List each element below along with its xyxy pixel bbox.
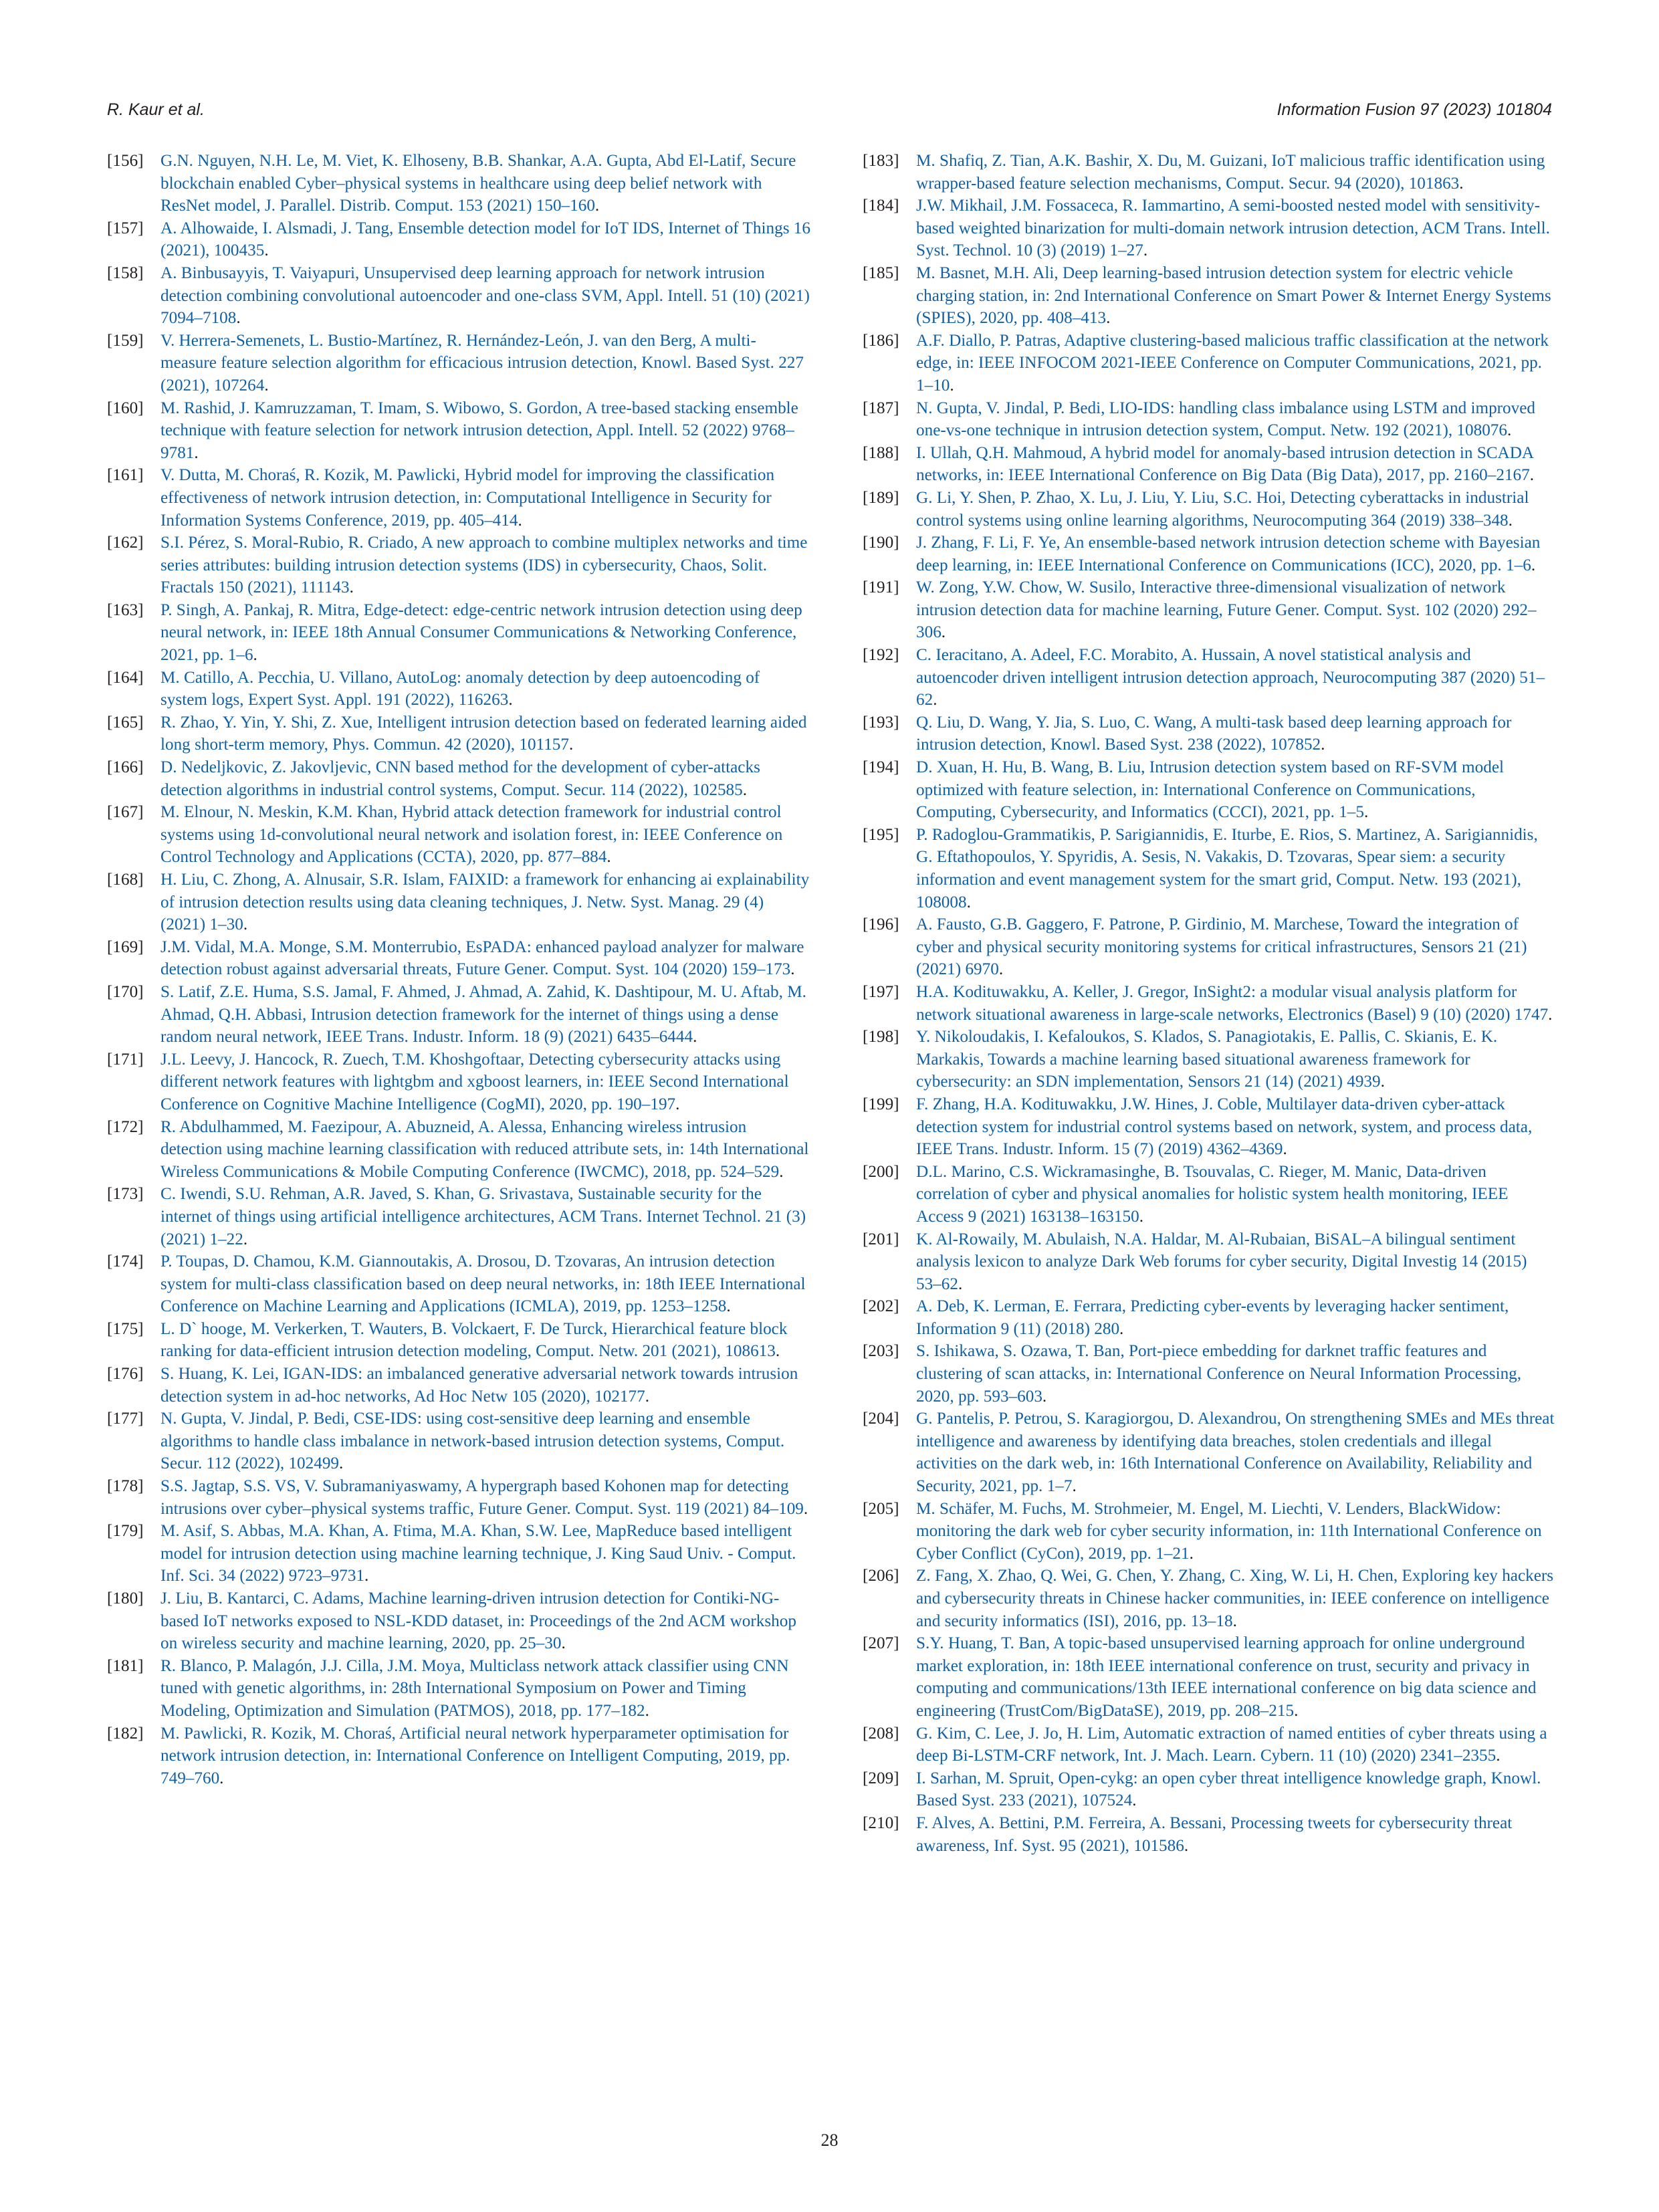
reference-number: [176] (107, 1365, 144, 1384)
reference-link[interactable]: M. Schäfer, M. Fuchs, M. Strohmeier, M. Engel, M. Liechti, V. Lenders, BlackWidow: monitoring the dark web for cyber security information, in: 11th International Conference on Cyber Conflict (CyCon), 2019, pp. 1–21 (916, 1499, 1542, 1563)
reference-link[interactable]: R. Zhao, Y. Yin, Y. Shi, Z. Xue, Intelligent intrusion detection based on federated learning aided long short-term memory, Phys. Commun. 42 (2020), 101157 (160, 713, 807, 754)
reference-number: [196] (863, 915, 899, 934)
reference-number: [203] (863, 1342, 899, 1361)
reference-item (107, 1363, 810, 1408)
reference-text: V. Herrera-Semenets, L. Bustio-Martínez, R. Hernández-León, J. van den Berg, A multi-measure feature selection algorithm for efficacious intrusion detection, Knowl. Based Syst. 227 (2021), 107264. (160, 331, 804, 395)
reference-link[interactable]: M. Elnour, N. Meskin, K.M. Khan, Hybrid attack detection framework for industrial control systems using 1d-convolutional neural network and isolation forest, in: IEEE Conference on Control Technology and Applications (CCTA), 2020, pp. 877–884 (160, 803, 783, 867)
reference-link[interactable]: H. Liu, C. Zhong, A. Alnusair, S.R. Islam, FAIXID: a framework for enhancing ai explainability of intrusion detection results using data cleaning techniques, J. Netw. Syst. Manag. 29 (4) (2021) 1–30 (160, 871, 810, 934)
reference-number: [209] (863, 1769, 899, 1787)
reference-link[interactable]: M. Shafiq, Z. Tian, A.K. Bashir, X. Du, M. Guizani, IoT malicious traffic identification using wrapper-based feature selection mechanisms, Comput. Secur. 94 (2020), 101863 (916, 152, 1545, 193)
reference-link[interactable]: C. Iwendi, S.U. Rehman, A.R. Javed, S. Khan, G. Srivastava, Sustainable security for the internet of things using artificial intelligence architectures, ACM Trans. Internet Technol. 21 (3) (2021) 1–22 (160, 1185, 806, 1248)
reference-item (107, 1723, 810, 1790)
reference-text: M. Asif, S. Abbas, M.A. Khan, A. Ftima, M.A. Khan, S.W. Lee, MapReduce based intelligent model for intrusion detection using machine learning technique, J. King Saud Univ. - Comput. Inf. Sci. 34 (2022) 9723–9731. (160, 1522, 796, 1585)
reference-item (863, 397, 1555, 442)
reference-link[interactable]: I. Ullah, Q.H. Mahmoud, A hybrid model for anomaly-based intrusion detection in SCADA networks, in: IEEE International Conference on Big Data (Big Data), 2017, pp. 2160–2167 (916, 443, 1533, 485)
reference-number: [168] (107, 871, 144, 889)
references-left-column (107, 150, 810, 1789)
reference-text: M. Rashid, J. Kamruzzaman, T. Imam, S. Wibowo, S. Gordon, A tree-based stacking ensemble technique with feature selection for network intrusion detection, Appl. Intell. 52 (2022) 9768–9781. (160, 399, 798, 462)
reference-text: K. Al-Rowaily, M. Abulaish, N.A. Haldar, M. Al-Rubaian, BiSAL–A bilingual sentiment analysis lexicon to analyze Dark Web forums for cyber security, Digital Investig 14 (2015) 53–62. (916, 1230, 1527, 1293)
reference-link[interactable]: J.W. Mikhail, J.M. Fossaceca, R. Iammartino, A semi-boosted nested model with sensitivity-based weighted binarization for multi-domain network intrusion detection, ACM Trans. Intell. Syst. Technol. 10 (3) (2019) 1–27 (916, 197, 1550, 260)
reference-item (863, 756, 1555, 824)
reference-text: M. Catillo, A. Pecchia, U. Villano, AutoLog: anomaly detection by deep autoencoding of system logs, Expert Syst. Appl. 191 (2022), 116263. (160, 668, 760, 709)
reference-item (107, 1048, 810, 1116)
reference-text: S. Latif, Z.E. Huma, S.S. Jamal, F. Ahmed, J. Ahmad, A. Zahid, K. Dashtipour, M. U. Aftab, M. Ahmad, Q.H. Abbasi, Intrusion detection framework for the internet of things using a dense random neural network, IEEE Trans. Industr. Inform. 18 (9) (2021) 6435–6444. (160, 982, 806, 1046)
reference-item (107, 217, 810, 262)
reference-item (107, 1318, 810, 1363)
reference-link[interactable]: A.F. Diallo, P. Patras, Adaptive clustering-based malicious traffic classification at the network edge, in: IEEE INFOCOM 2021-IEEE Conference on Computer Communications, 2021, pp. 1–10 (916, 331, 1549, 395)
reference-text: Z. Fang, X. Zhao, Q. Wei, G. Chen, Y. Zhang, C. Xing, W. Li, H. Chen, Exploring key hackers and cybersecurity threats in Chinese hacker communities, in: IEEE conference on intelligence and security informatics (ISI), 2016, pp. 13–18. (916, 1567, 1554, 1630)
reference-text: Q. Liu, D. Wang, Y. Jia, S. Luo, C. Wang, A multi-task based deep learning approach for intrusion detection, Knowl. Based Syst. 238 (2022), 107852. (916, 713, 1512, 754)
reference-item (107, 1408, 810, 1475)
reference-link[interactable]: M. Rashid, J. Kamruzzaman, T. Imam, S. Wibowo, S. Gordon, A tree-based stacking ensemble technique with feature selection for network intrusion detection, Appl. Intell. 52 (2022) 9768–9781 (160, 399, 798, 462)
reference-number: [172] (107, 1117, 144, 1136)
page-number: 28 (820, 2130, 839, 2150)
references-right-column (863, 150, 1555, 1857)
reference-link[interactable]: V. Herrera-Semenets, L. Bustio-Martínez, R. Hernández-León, J. van den Berg, A multi-measure feature selection algorithm for efficacious intrusion detection, Knowl. Based Syst. 227 (2021), 107264 (160, 331, 804, 395)
reference-number: [166] (107, 758, 144, 777)
reference-number: [187] (863, 399, 899, 417)
reference-item (107, 1475, 810, 1520)
reference-number: [178] (107, 1477, 144, 1496)
reference-number: [200] (863, 1162, 899, 1181)
reference-text: J.W. Mikhail, J.M. Fossaceca, R. Iammartino, A semi-boosted nested model with sensitivity-based weighted binarization for multi-domain network intrusion detection, ACM Trans. Intell. Syst. Technol. 10 (3) (2019) 1–27. (916, 197, 1550, 260)
reference-text: A. Binbusayyis, T. Vaiyapuri, Unsupervised deep learning approach for network intrusion detection combining convolutional autoencoder and one-class SVM, Appl. Intell. 51 (10) (2021) 7094–7108. (160, 263, 810, 328)
reference-number: [164] (107, 668, 144, 687)
reference-text: N. Gupta, V. Jindal, P. Bedi, LIO-IDS: handling class imbalance using LSTM and improved one-vs-one technique in intrusion detection system, Comput. Netw. 192 (2021), 108076. (916, 399, 1536, 440)
reference-link[interactable]: R. Blanco, P. Malagón, J.J. Cilla, J.M. Moya, Multiclass network attack classifier using CNN tuned with genetic algorithms, in: 28th International Symposium on Power and Timing Modeling, Optimization and Simulation (PATMOS), 2018, pp. 177–182 (160, 1656, 789, 1720)
reference-item (863, 644, 1555, 711)
reference-item (863, 1812, 1555, 1857)
reference-number: [163] (107, 600, 144, 619)
reference-item (107, 1183, 810, 1250)
reference-link[interactable]: S. Latif, Z.E. Huma, S.S. Jamal, F. Ahmed, J. Ahmad, A. Zahid, K. Dashtipour, M. U. Aftab, M. Ahmad, Q.H. Abbasi, Intrusion detection framework for the internet of things using a dense random neural network, IEEE Trans. Industr. Inform. 18 (9) (2021) 6435–6444 (160, 982, 806, 1046)
reference-item (863, 1340, 1555, 1408)
reference-text: M. Pawlicki, R. Kozik, M. Choraś, Artificial neural network hyperparameter optimisation for network intrusion detection, in: International Conference on Intelligent Computing, 2019, pp. 749–760. (160, 1724, 790, 1787)
reference-link[interactable]: F. Zhang, H.A. Kodituwakku, J.W. Hines, J. Coble, Multilayer data-driven cyber-attack detection system for industrial control systems based on network, system, and process data, IEEE Trans. Industr. Inform. 15 (7) (2019) 4362–4369 (916, 1095, 1533, 1159)
reference-number: [206] (863, 1567, 899, 1585)
reference-number: [183] (863, 152, 899, 170)
reference-text: G. Pantelis, P. Petrou, S. Karagiorgou, D. Alexandrou, On strengthening SMEs and MEs threat intelligence and awareness by identifying data breaches, stolen credentials and illegal activities on the dark web, in: 16th International Conference on Availability, Reliability and Security, 2021, pp. 1–7. (916, 1410, 1555, 1496)
reference-number: [165] (107, 713, 144, 732)
reference-item (863, 1632, 1555, 1722)
reference-text: M. Basnet, M.H. Ali, Deep learning-based intrusion detection system for electric vehicle charging station, in: 2nd International Conference on Smart Power & Internet Energy Systems (SPIES), 2020, pp. 408–413. (916, 263, 1551, 328)
reference-number: [188] (863, 443, 899, 462)
reference-item (863, 1295, 1555, 1340)
reference-link[interactable]: W. Zong, Y.W. Chow, W. Susilo, Interactive three-dimensional visualization of network intrusion detection data for machine learning, Future Gener. Comput. Syst. 102 (2020) 292–306 (916, 578, 1537, 642)
reference-number: [182] (107, 1724, 144, 1743)
reference-link[interactable]: Z. Fang, X. Zhao, Q. Wei, G. Chen, Y. Zhang, C. Xing, W. Li, H. Chen, Exploring key hackers and cybersecurity threats in Chinese hacker communities, in: IEEE conference on intelligence and security informatics (ISI), 2016, pp. 13–18 (916, 1567, 1554, 1630)
reference-text: M. Elnour, N. Meskin, K.M. Khan, Hybrid attack detection framework for industrial control systems using 1d-convolutional neural network and isolation forest, in: IEEE Conference on Control Technology and Applications (CCTA), 2020, pp. 877–884. (160, 803, 783, 867)
reference-number: [175] (107, 1319, 144, 1338)
reference-item (107, 532, 810, 599)
reference-number: [157] (107, 219, 144, 237)
reference-item (107, 936, 810, 981)
reference-number: [169] (107, 937, 144, 956)
reference-text: I. Ullah, Q.H. Mahmoud, A hybrid model for anomaly-based intrusion detection in SCADA networks, in: IEEE International Conference on Big Data (Big Data), 2017, pp. 2160–2167. (916, 443, 1535, 485)
reference-text: P. Toupas, D. Chamou, K.M. Giannoutakis, A. Drosou, D. Tzovaras, An intrusion detection system for multi-class classification based on deep neural networks, in: 18th IEEE International Conference on Machine Learning and Applications (ICMLA), 2019, pp. 1253–1258. (160, 1252, 806, 1316)
reference-number: [184] (863, 197, 899, 215)
reference-item (107, 756, 810, 801)
reference-link[interactable]: S.S. Jagtap, S.S. VS, V. Subramaniyaswamy, A hypergraph based Kohonen map for detecting intrusions over cyber–physical systems traffic, Future Gener. Comput. Syst. 119 (2021) 84–109 (160, 1477, 804, 1518)
reference-item (863, 262, 1555, 330)
reference-text: F. Zhang, H.A. Kodituwakku, J.W. Hines, J. Coble, Multilayer data-driven cyber-attack detection system for industrial control systems based on network, system, and process data, IEEE Trans. Industr. Inform. 15 (7) (2019) 4362–4369. (916, 1095, 1533, 1159)
reference-link[interactable]: A. Fausto, G.B. Gaggero, F. Patrone, P. Girdinio, M. Marchese, Toward the integration of cyber and physical security monitoring systems for critical infrastructures, Sensors 21 (21) (2021) 6970 (916, 915, 1527, 979)
reference-link[interactable]: D. Xuan, H. Hu, B. Wang, B. Liu, Intrusion detection system based on RF-SVM model optimized with feature selection, in: International Conference on Communications, Computing, Cybersecurity, and Informatics (CCCI), 2021, pp. 1–5 (916, 758, 1505, 822)
reference-number: [185] (863, 263, 899, 282)
reference-text: I. Sarhan, M. Spruit, Open-cykg: an open cyber threat intelligence knowledge graph, Knowl. Based Syst. 233 (2021), 107524. (916, 1769, 1541, 1810)
reference-text: R. Zhao, Y. Yin, Y. Shi, Z. Xue, Intelligent intrusion detection based on federated learning aided long short-term memory, Phys. Commun. 42 (2020), 101157. (160, 713, 807, 754)
reference-text: S.I. Pérez, S. Moral-Rubio, R. Criado, A new approach to combine multiplex networks and time series attributes: building intrusion detection systems (IDS) in cybersecurity, Chaos, Solit. Fractals 150 (2021), 111143. (160, 534, 808, 597)
reference-number: [204] (863, 1410, 899, 1428)
reference-text: A. Alhowaide, I. Alsmadi, J. Tang, Ensemble detection model for IoT IDS, Internet of Things 16 (2021), 100435. (160, 219, 810, 260)
header-journal: Information Fusion 97 (2023) 101804 (1277, 100, 1552, 119)
reference-number: [186] (863, 331, 899, 350)
reference-number: [197] (863, 982, 899, 1001)
reference-text: J. Liu, B. Kantarci, C. Adams, Machine learning-driven intrusion detection for Contiki-NG-based IoT networks exposed to NSL-KDD dataset, in: Proceedings of the 2nd ACM workshop on wireless security and machine learning, 2020, pp. 25–30. (160, 1589, 796, 1653)
reference-item (107, 667, 810, 711)
reference-link[interactable]: N. Gupta, V. Jindal, P. Bedi, CSE-IDS: using cost-sensitive deep learning and ensemble algorithms to handle class imbalance in network-based intrusion detection systems, Comput. Secur. 112 (2022), 102499 (160, 1410, 785, 1473)
reference-text: A.F. Diallo, P. Patras, Adaptive clustering-based malicious traffic classification at the network edge, in: IEEE INFOCOM 2021-IEEE Conference on Computer Communications, 2021, pp. 1–10. (916, 331, 1549, 395)
reference-text: S. Huang, K. Lei, IGAN-IDS: an imbalanced generative adversarial network towards intrusion detection system in ad-hoc networks, Ad Hoc Netw 105 (2020), 102177. (160, 1365, 798, 1406)
reference-number: [156] (107, 152, 144, 170)
reference-link[interactable]: G. Li, Y. Shen, P. Zhao, X. Lu, J. Liu, Y. Liu, S.C. Hoi, Detecting cyberattacks in industrial control systems using online learning algorithms, Neurocomputing 364 (2019) 338–348 (916, 488, 1529, 530)
reference-link[interactable]: S.I. Pérez, S. Moral-Rubio, R. Criado, A new approach to combine multiplex networks and time series attributes: building intrusion detection systems (IDS) in cybersecurity, Chaos, Solit. Fractals 150 (2021), 111143 (160, 534, 808, 597)
reference-item (863, 532, 1555, 576)
reference-link[interactable]: G. Pantelis, P. Petrou, S. Karagiorgou, D. Alexandrou, On strengthening SMEs and MEs threat intelligence and awareness by identifying data breaches, stolen credentials and illegal activities on the dark web, in: 16th International Conference on Availability, Reliability and Security, 2021, pp. 1–7 (916, 1410, 1555, 1496)
reference-text: C. Ieracitano, A. Adeel, F.C. Morabito, A. Hussain, A novel statistical analysis and autoencoder driven intelligent intrusion detection approach, Neurocomputing 387 (2020) 51–62. (916, 646, 1545, 709)
reference-link[interactable]: V. Dutta, M. Choraś, R. Kozik, M. Pawlicki, Hybrid model for improving the classification effectiveness of network intrusion detection, in: Computational Intelligence in Security for Information Systems Conference, 2019, pp. 405–414 (160, 466, 775, 530)
reference-item (107, 1116, 810, 1184)
reference-text: G. Li, Y. Shen, P. Zhao, X. Lu, J. Liu, Y. Liu, S.C. Hoi, Detecting cyberattacks in industrial control systems using online learning algorithms, Neurocomputing 364 (2019) 338–348. (916, 488, 1529, 530)
reference-link[interactable]: J. Liu, B. Kantarci, C. Adams, Machine learning-driven intrusion detection for Contiki-NG-based IoT networks exposed to NSL-KDD dataset, in: Proceedings of the 2nd ACM workshop on wireless security and machine learning, 2020, pp. 25–30 (160, 1589, 796, 1653)
reference-item (107, 464, 810, 532)
reference-link[interactable]: S. Ishikawa, S. Ozawa, T. Ban, Port-piece embedding for darknet traffic features and clustering of scan attacks, in: International Conference on Neural Information Processing, 2020, pp. 593–603 (916, 1342, 1522, 1406)
reference-item (863, 1408, 1555, 1497)
reference-number: [191] (863, 578, 899, 597)
reference-number: [210] (863, 1813, 899, 1832)
reference-item (863, 1767, 1555, 1812)
reference-item (863, 330, 1555, 397)
reference-link[interactable]: D. Nedeljkovic, Z. Jakovljevic, CNN based method for the development of cyber-attacks detection algorithms in industrial control systems, Comput. Secur. 114 (2022), 102585 (160, 758, 760, 799)
reference-link[interactable]: Q. Liu, D. Wang, Y. Jia, S. Luo, C. Wang, A multi-task based deep learning approach for intrusion detection, Knowl. Based Syst. 238 (2022), 107852 (916, 713, 1512, 754)
reference-number: [171] (107, 1050, 144, 1069)
reference-number: [161] (107, 466, 144, 485)
reference-number: [160] (107, 399, 144, 417)
reference-link[interactable]: R. Abdulhammed, M. Faezipour, A. Abuzneid, A. Alessa, Enhancing wireless intrusion detection using machine learning classification with reduced attribute sets, in: 14th International Wireless Communications & Mobile Computing Conference (IWCMC), 2018, pp. 524–529 (160, 1117, 809, 1181)
running-header (107, 100, 1552, 127)
reference-item (107, 1250, 810, 1318)
reference-text: J.L. Leevy, J. Hancock, R. Zuech, T.M. Khoshgoftaar, Detecting cybersecurity attacks using different network features with lightgbm and xgboost learners, in: IEEE Second International Conference on Cognitive Machine Intelligence (CogMI), 2020, pp. 190–197. (160, 1050, 789, 1113)
reference-number: [170] (107, 982, 144, 1001)
reference-text: M. Shafiq, Z. Tian, A.K. Bashir, X. Du, M. Guizani, IoT malicious traffic identification using wrapper-based feature selection mechanisms, Comput. Secur. 94 (2020), 101863. (916, 152, 1545, 193)
reference-item (863, 1093, 1555, 1161)
reference-number: [201] (863, 1230, 899, 1248)
reference-number: [194] (863, 758, 899, 777)
reference-link[interactable]: M. Basnet, M.H. Ali, Deep learning-based intrusion detection system for electric vehicle charging station, in: 2nd International Conference on Smart Power & Internet Energy Systems (SPIES), 2020, pp. 408–413 (916, 263, 1551, 328)
reference-text: J.M. Vidal, M.A. Monge, S.M. Monterrubio, EsPADA: enhanced payload analyzer for malware detection robust against adversarial threats, Future Gener. Comput. Syst. 104 (2020) 159–173. (160, 937, 804, 979)
reference-number: [167] (107, 803, 144, 822)
reference-item (863, 824, 1555, 913)
reference-number: [177] (107, 1410, 144, 1428)
reference-text: J. Zhang, F. Li, F. Ye, An ensemble-based network intrusion detection scheme with Bayesian deep learning, in: IEEE International Conference on Communications (ICC), 2020, pp. 1–6. (916, 534, 1541, 574)
reference-number: [180] (107, 1589, 144, 1608)
reference-number: [195] (863, 825, 899, 844)
header-authors: R. Kaur et al. (107, 100, 205, 119)
reference-number: [198] (863, 1028, 899, 1046)
reference-item (863, 1026, 1555, 1093)
reference-item (863, 195, 1555, 262)
reference-link[interactable]: M. Catillo, A. Pecchia, U. Villano, AutoLog: anomaly detection by deep autoencoding of system logs, Expert Syst. Appl. 191 (2022), 116263 (160, 668, 760, 709)
reference-link[interactable]: J.L. Leevy, J. Hancock, R. Zuech, T.M. Khoshgoftaar, Detecting cybersecurity attacks using different network features with lightgbm and xgboost learners, in: IEEE Second International Conference on Cognitive Machine Intelligence (CogMI), 2020, pp. 190–197 (160, 1050, 789, 1113)
reference-link[interactable]: G.N. Nguyen, N.H. Le, M. Viet, K. Elhoseny, B.B. Shankar, A.A. Gupta, Abd El-Latif, Secure blockchain enabled Cyber–physical systems in healthcare using deep belief network with ResNet model, J. Parallel. Distrib. Comput. 153 (2021) 150–160 (160, 152, 796, 215)
reference-number: [174] (107, 1252, 144, 1271)
reference-item (863, 981, 1555, 1026)
reference-link[interactable]: A. Alhowaide, I. Alsmadi, J. Tang, Ensemble detection model for IoT IDS, Internet of Things 16 (2021), 100435 (160, 219, 810, 260)
reference-text: C. Iwendi, S.U. Rehman, A.R. Javed, S. Khan, G. Srivastava, Sustainable security for the internet of things using artificial intelligence architectures, ACM Trans. Internet Technol. 21 (3) (2021) 1–22. (160, 1185, 806, 1248)
reference-number: [207] (863, 1634, 899, 1653)
reference-item (863, 576, 1555, 644)
reference-number: [202] (863, 1297, 899, 1316)
reference-number: [173] (107, 1185, 144, 1204)
reference-link[interactable]: G. Kim, C. Lee, J. Jo, H. Lim, Automatic extraction of named entities of cyber threats using a deep Bi-LSTM-CRF network, Int. J. Mach. Learn. Cybern. 11 (10) (2020) 2341–2355 (916, 1724, 1547, 1765)
reference-link[interactable]: J.M. Vidal, M.A. Monge, S.M. Monterrubio, EsPADA: enhanced payload analyzer for malware detection robust against adversarial threats, Future Gener. Comput. Syst. 104 (2020) 159–173 (160, 937, 804, 979)
reference-link[interactable]: P. Toupas, D. Chamou, K.M. Giannoutakis, A. Drosou, D. Tzovaras, An intrusion detection system for multi-class classification based on deep neural networks, in: 18th IEEE International Conference on Machine Learning and Applications (ICMLA), 2019, pp. 1253–1258 (160, 1252, 806, 1316)
reference-link[interactable]: Y. Nikoloudakis, I. Kefaloukos, S. Klados, S. Panagiotakis, E. Pallis, C. Skianis, E. K. Markakis, Towards a machine learning based situational awareness framework for cybersecurity: an SDN implementation, Sensors 21 (14) (2021) 4939 (916, 1028, 1498, 1091)
reference-item (107, 981, 810, 1048)
reference-text: Y. Nikoloudakis, I. Kefaloukos, S. Klados, S. Panagiotakis, E. Pallis, C. Skianis, E. K. Markakis, Towards a machine learning based situational awareness framework for cybersecurity: an SDN implementation, Sensors 21 (14) (2021) 4939. (916, 1028, 1498, 1091)
reference-text: L. D` hooge, M. Verkerken, T. Wauters, B. Volckaert, F. De Turck, Hierarchical feature block ranking for data-efficient intrusion detection modeling, Comput. Netw. 201 (2021), 108613. (160, 1319, 788, 1361)
reference-item (107, 397, 810, 465)
reference-link[interactable]: L. D` hooge, M. Verkerken, T. Wauters, B. Volckaert, F. De Turck, Hierarchical feature block ranking for data-efficient intrusion detection modeling, Comput. Netw. 201 (2021), 108613 (160, 1319, 788, 1361)
reference-link[interactable]: J. Zhang, F. Li, F. Ye, An ensemble-based network intrusion detection scheme with Bayesian deep learning, in: IEEE International Conference on Communications (ICC), 2020, pp. 1–6 (916, 534, 1541, 574)
reference-link[interactable]: H.A. Kodituwakku, A. Keller, J. Gregor, InSight2: a modular visual analysis platform for network situational awareness in large-scale networks, Electronics (Basel) 9 (10) (2020) 1747 (916, 982, 1549, 1024)
reference-number: [158] (107, 263, 144, 282)
reference-number: [199] (863, 1095, 899, 1113)
reference-text: F. Alves, A. Bettini, P.M. Ferreira, A. Bessani, Processing tweets for cybersecurity threat awareness, Inf. Syst. 95 (2021), 101586. (916, 1813, 1513, 1855)
reference-text: P. Radoglou-Grammatikis, P. Sarigiannidis, E. Iturbe, E. Rios, S. Martinez, A. Sarigiannidis, G. Eftathopoulos, Y. Spyridis, A. Sesis, N. Vakakis, D. Tzovaras, Spear siem: a security information and event management system for the smart grid, Comput. Netw. 193 (2021), 108008. (916, 825, 1538, 911)
reference-link[interactable]: C. Ieracitano, A. Adeel, F.C. Morabito, A. Hussain, A novel statistical analysis and autoencoder driven intelligent intrusion detection approach, Neurocomputing 387 (2020) 51–62 (916, 646, 1545, 709)
reference-item (863, 913, 1555, 981)
reference-text: V. Dutta, M. Choraś, R. Kozik, M. Pawlicki, Hybrid model for improving the classification effectiveness of network intrusion detection, in: Computational Intelligence in Security for Information Systems Conference, 2019, pp. 405–414. (160, 466, 775, 530)
reference-item (863, 1498, 1555, 1565)
reference-text: P. Singh, A. Pankaj, R. Mitra, Edge-detect: edge-centric network intrusion detection using deep neural network, in: IEEE 18th Annual Consumer Communications & Networking Conference, 2021, pp. 1–6. (160, 600, 802, 665)
reference-item (863, 442, 1555, 487)
reference-text: H. Liu, C. Zhong, A. Alnusair, S.R. Islam, FAIXID: a framework for enhancing ai explainability of intrusion detection results using data cleaning techniques, J. Netw. Syst. Manag. 29 (4) (2021) 1–30. (160, 871, 810, 934)
reference-text: G.N. Nguyen, N.H. Le, M. Viet, K. Elhoseny, B.B. Shankar, A.A. Gupta, Abd El-Latif, Secure blockchain enabled Cyber–physical systems in healthcare using deep belief network with ResNet model, J. Parallel. Distrib. Comput. 153 (2021) 150–160. (160, 152, 796, 215)
reference-link[interactable]: N. Gupta, V. Jindal, P. Bedi, LIO-IDS: handling class imbalance using LSTM and improved one-vs-one technique in intrusion detection system, Comput. Netw. 192 (2021), 108076 (916, 399, 1536, 440)
reference-link[interactable]: K. Al-Rowaily, M. Abulaish, N.A. Haldar, M. Al-Rubaian, BiSAL–A bilingual sentiment analysis lexicon to analyze Dark Web forums for cyber security, Digital Investig 14 (2015) 53–62 (916, 1230, 1527, 1293)
reference-number: [179] (107, 1522, 144, 1541)
reference-item (107, 150, 810, 217)
reference-number: [205] (863, 1499, 899, 1518)
reference-item (863, 1161, 1555, 1228)
reference-text: D. Xuan, H. Hu, B. Wang, B. Liu, Intrusion detection system based on RF-SVM model optimized with feature selection, in: International Conference on Communications, Computing, Cybersecurity, and Informatics (CCCI), 2021, pp. 1–5. (916, 758, 1505, 822)
reference-number: [190] (863, 534, 899, 552)
reference-item (863, 1565, 1555, 1632)
reference-text: R. Blanco, P. Malagón, J.J. Cilla, J.M. Moya, Multiclass network attack classifier using CNN tuned with genetic algorithms, in: 28th International Symposium on Power and Timing Modeling, Optimization and Simulation (PATMOS), 2018, pp. 177–182. (160, 1656, 789, 1720)
reference-link[interactable]: I. Sarhan, M. Spruit, Open-cykg: an open cyber threat intelligence knowledge graph, Knowl. Based Syst. 233 (2021), 107524 (916, 1769, 1541, 1810)
reference-text: H.A. Kodituwakku, A. Keller, J. Gregor, InSight2: a modular visual analysis platform for network situational awareness in large-scale networks, Electronics (Basel) 9 (10) (2020) 1747. (916, 982, 1553, 1024)
reference-number: [181] (107, 1656, 144, 1675)
reference-number: [193] (863, 713, 899, 732)
reference-item (863, 1723, 1555, 1767)
reference-number: [189] (863, 488, 899, 507)
reference-text: S.Y. Huang, T. Ban, A topic-based unsupervised learning approach for online underground market exploration, in: 18th IEEE international conference on trust, security and privacy in computing and communications/13th IEEE international conference on big data science and engineering (TrustCom/BigDataSE), 2019, pp. 208–215. (916, 1634, 1537, 1720)
reference-text: D.L. Marino, C.S. Wickramasinghe, B. Tsouvalas, C. Rieger, M. Manic, Data-driven correlation of cyber and physical anomalies for holistic system health monitoring, IEEE Access 9 (2021) 163138–163150. (916, 1162, 1509, 1226)
reference-link[interactable]: D.L. Marino, C.S. Wickramasinghe, B. Tsouvalas, C. Rieger, M. Manic, Data-driven correlation of cyber and physical anomalies for holistic system health monitoring, IEEE Access 9 (2021) 163138–163150 (916, 1162, 1509, 1226)
reference-link[interactable]: P. Singh, A. Pankaj, R. Mitra, Edge-detect: edge-centric network intrusion detection using deep neural network, in: IEEE 18th Annual Consumer Communications & Networking Conference, 2021, pp. 1–6 (160, 600, 802, 665)
reference-text: R. Abdulhammed, M. Faezipour, A. Abuzneid, A. Alessa, Enhancing wireless intrusion detection using machine learning classification with reduced attribute sets, in: 14th International Wireless Communications & Mobile Computing Conference (IWCMC), 2018, pp. 524–529. (160, 1117, 809, 1181)
reference-item (863, 711, 1555, 756)
reference-item (863, 1228, 1555, 1296)
reference-item (107, 801, 810, 869)
reference-item (107, 1587, 810, 1655)
reference-item (863, 150, 1555, 195)
reference-link[interactable]: S.Y. Huang, T. Ban, A topic-based unsupervised learning approach for online underground market exploration, in: 18th IEEE international conference on trust, security and privacy in computing and communications/13th IEEE international conference on big data science and engineering (TrustCom/BigDataSE), 2019, pp. 208–215 (916, 1634, 1537, 1720)
reference-link[interactable]: A. Binbusayyis, T. Vaiyapuri, Unsupervised deep learning approach for network intrusion detection combining convolutional autoencoder and one-class SVM, Appl. Intell. 51 (10) (2021) 7094–7108 (160, 263, 810, 328)
reference-item (863, 487, 1555, 532)
reference-text: S. Ishikawa, S. Ozawa, T. Ban, Port-piece embedding for darknet traffic features and clustering of scan attacks, in: International Conference on Neural Information Processing, 2020, pp. 593–603. (916, 1342, 1522, 1406)
reference-text: S.S. Jagtap, S.S. VS, V. Subramaniyaswamy, A hypergraph based Kohonen map for detecting intrusions over cyber–physical systems traffic, Future Gener. Comput. Syst. 119 (2021) 84–109. (160, 1477, 808, 1518)
reference-link[interactable]: M. Asif, S. Abbas, M.A. Khan, A. Ftima, M.A. Khan, S.W. Lee, MapReduce based intelligent model for intrusion detection using machine learning technique, J. King Saud Univ. - Comput. Inf. Sci. 34 (2022) 9723–9731 (160, 1522, 796, 1585)
reference-item (107, 1655, 810, 1723)
reference-item (107, 330, 810, 397)
reference-number: [192] (863, 646, 899, 665)
reference-item (107, 869, 810, 936)
reference-number: [159] (107, 331, 144, 350)
reference-link[interactable]: S. Huang, K. Lei, IGAN-IDS: an imbalanced generative adversarial network towards intrusion detection system in ad-hoc networks, Ad Hoc Netw 105 (2020), 102177 (160, 1365, 798, 1406)
reference-number: [162] (107, 534, 144, 552)
reference-item (107, 262, 810, 330)
reference-link[interactable]: M. Pawlicki, R. Kozik, M. Choraś, Artificial neural network hyperparameter optimisation for network intrusion detection, in: International Conference on Intelligent Computing, 2019, pp. 749–760 (160, 1724, 790, 1787)
reference-link[interactable]: A. Deb, K. Lerman, E. Ferrara, Predicting cyber-events by leveraging hacker sentiment, Information 9 (11) (2018) 280 (916, 1297, 1509, 1338)
reference-text: D. Nedeljkovic, Z. Jakovljevic, CNN based method for the development of cyber-attacks detection algorithms in industrial control systems, Comput. Secur. 114 (2022), 102585. (160, 758, 760, 799)
reference-item (107, 711, 810, 756)
reference-link[interactable]: F. Alves, A. Bettini, P.M. Ferreira, A. Bessani, Processing tweets for cybersecurity threat awareness, Inf. Syst. 95 (2021), 101586 (916, 1813, 1513, 1855)
reference-link[interactable]: P. Radoglou-Grammatikis, P. Sarigiannidis, E. Iturbe, E. Rios, S. Martinez, A. Sarigiannidis, G. Eftathopoulos, Y. Spyridis, A. Sesis, N. Vakakis, D. Tzovaras, Spear siem: a security information and event management system for the smart grid, Comput. Netw. 193 (2021), 108008 (916, 825, 1538, 911)
reference-text: N. Gupta, V. Jindal, P. Bedi, CSE-IDS: using cost-sensitive deep learning and ensemble algorithms to handle class imbalance in network-based intrusion detection systems, Comput. Secur. 112 (2022), 102499. (160, 1410, 785, 1473)
reference-text: W. Zong, Y.W. Chow, W. Susilo, Interactive three-dimensional visualization of network intrusion detection data for machine learning, Future Gener. Comput. Syst. 102 (2020) 292–306. (916, 578, 1537, 642)
reference-text: G. Kim, C. Lee, J. Jo, H. Lim, Automatic extraction of named entities of cyber threats using a deep Bi-LSTM-CRF network, Int. J. Mach. Learn. Cybern. 11 (10) (2020) 2341–2355. (916, 1724, 1547, 1765)
reference-text: A. Deb, K. Lerman, E. Ferrara, Predicting cyber-events by leveraging hacker sentiment, Information 9 (11) (2018) 280. (916, 1297, 1509, 1338)
reference-number: [208] (863, 1724, 899, 1743)
reference-text: M. Schäfer, M. Fuchs, M. Strohmeier, M. Engel, M. Liechti, V. Lenders, BlackWidow: monitoring the dark web for cyber security information, in: 11th International Conference on Cyber Conflict (CyCon), 2019, pp. 1–21. (916, 1499, 1542, 1563)
reference-item (107, 1520, 810, 1587)
reference-item (107, 599, 810, 667)
reference-text: A. Fausto, G.B. Gaggero, F. Patrone, P. Girdinio, M. Marchese, Toward the integration of cyber and physical security monitoring systems for critical infrastructures, Sensors 21 (21) (2021) 6970. (916, 915, 1527, 979)
